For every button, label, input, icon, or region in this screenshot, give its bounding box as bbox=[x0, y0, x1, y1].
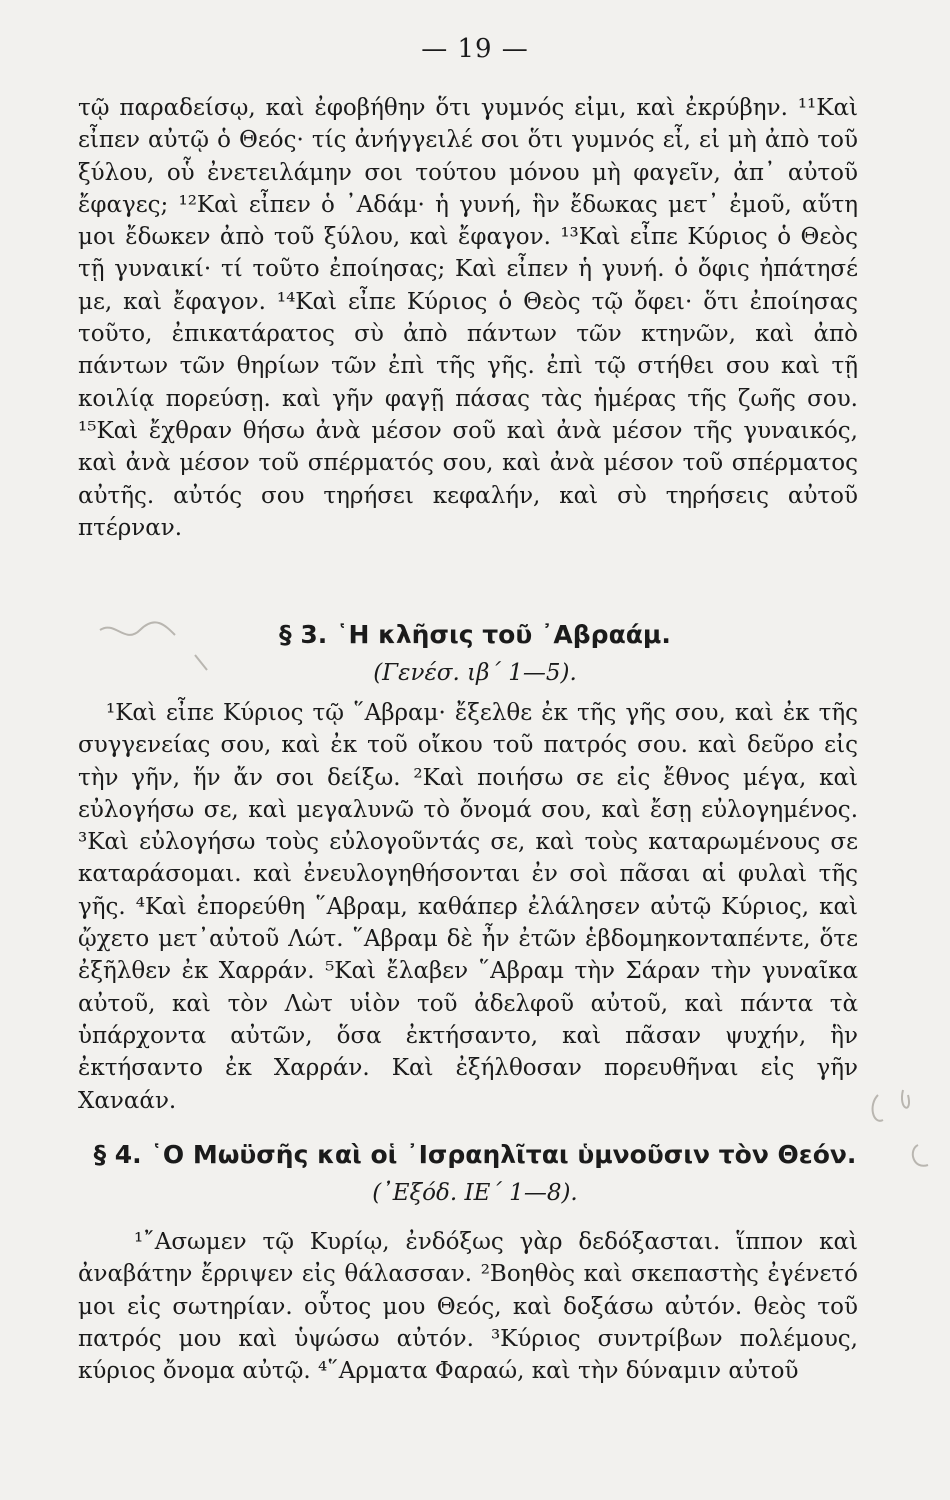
section-3-reference: (Γενέσ. ιβ΄ 1—5). bbox=[373, 660, 577, 686]
passage-genesis-3 bbox=[78, 92, 858, 544]
section-4-reference: (᾿Εξόδ. ΙΕ΄ 1—8). bbox=[372, 1180, 578, 1206]
section-4-heading: § 4. ῾Ο Μωϋσῆς καὶ οἱ ᾿Ισραηλῖται ὑμνοῦσιν τὸν Θεόν. bbox=[93, 1140, 857, 1169]
section-3-text: ¹Καὶ εἶπε Κύριος τῷ ῞Αβραμ· ἔξελθε ἐκ τῆς γῆς σου, καὶ ἐκ τῆς συγγενείας σου, καὶ ἐκ τοῦ οἴκου τοῦ πατρός σου. καὶ δεῦρο εἰς τὴν γῆν, ἥν ἄν σοι δείξω. ²Καὶ ποιήσω σε εἰς ἔθνος μέγα, καὶ εὐλογήσω σε, καὶ μεγαλυνῶ τὸ ὄνομά σου, καὶ ἔσῃ εὐλογημένος. ³Καὶ εὐλογήσω τοὺς εὐλογοῦντάς σε, καὶ τοὺς καταρωμένους σε καταράσομαι. καὶ ἐνευλογηθήσονται ἐν σοὶ πᾶσαι αἱ φυλαὶ τῆς γῆς. ⁴Καὶ ἐπορεύθη ῞Αβραμ, καθάπερ ἐλάλησεν αὐτῷ Κύριος, καὶ ᾤχετο μετ᾿αὐτοῦ Λώτ. ῞Αβραμ δὲ ἦν ἐτῶν ἑβδομηκονταπέντε, ὅτε ἐξῆλθεν ἐκ Χαρράν. ⁵Καὶ ἔλαβεν ῞Αβραμ τὴν Σάραν τὴν γυναῖκα αὐτοῦ, καὶ τὸν Λὼτ υἱὸν τοῦ ἀδελφοῦ αὐτοῦ, καὶ πάντα τὰ ὑπάρχοντα αὐτῶν, ὅσα ἐκτήσαντο, καὶ πᾶσαν ψυχήν, ἣν ἐκτήσαντο ἐκ Χαρράν. Καὶ ἐξήλθοσαν πορευθῆναι εἰς γῆν Χαναάν. bbox=[78, 700, 858, 1114]
section-3-passage bbox=[78, 697, 858, 1117]
section-4-passage bbox=[78, 1226, 858, 1387]
passage-genesis-3-text: τῷ παραδείσῳ, καὶ ἐφοβήθην ὅτι γυμνός εἰμι, καὶ ἐκρύβην. ¹¹Καὶ εἶπεν αὐτῷ ὁ Θεός· τίς ἀνήγγειλέ σοι ὅτι γυμνός εἶ, εἰ μὴ ἀπὸ τοῦ ξύλου, οὗ ἐνετειλάμην σοι τούτου μόνου μὴ φαγεῖν, ἀπ᾿ αὐτοῦ ἔφαγες; ¹²Καὶ εἶπεν ὁ ᾿Αδάμ· ἡ γυνή, ἣν ἔδωκας μετ᾿ ἐμοῦ, αὕτη μοι ἔδωκεν ἀπὸ τοῦ ξύλου, καὶ ἔφαγον. ¹³Καὶ εἶπε Κύριος ὁ Θεὸς τῇ γυναικί· τί τοῦτο ἐποίησας; Καὶ εἶπεν ἡ γυνή. ὁ ὄφις ἠπάτησέ με, καὶ ἔφαγον. ¹⁴Καὶ εἶπε Κύριος ὁ Θεὸς τῷ ὄφει· ὅτι ἐποίησας τοῦτο, ἐπικατάρατος σὺ ἀπὸ πάντων τῶν κτηνῶν, καὶ ἀπὸ πάντων τῶν θηρίων τῶν ἐπὶ τῆς γῆς. ἐπὶ τῷ στήθει σου καὶ τῇ κοιλίᾳ πορεύσῃ. καὶ γῆν φαγῇ πάσας τὰς ἡμέρας τῆς ζωῆς σου. ¹⁵Καὶ ἔχθραν θήσω ἀνὰ μέσον σοῦ καὶ ἀνὰ μέσον τῆς γυναικός, καὶ ἀνὰ μέσον τοῦ σπέρματός σου, καὶ ἀνὰ μέσον τοῦ σπέρματος αὐτῆς. αὐτός σου τηρήσει κεφαλήν, καὶ σὺ τηρήσεις αὐτοῦ πτέρναν. bbox=[78, 95, 858, 541]
page-number: — 19 — bbox=[421, 34, 529, 64]
section-3-heading: § 3. ῾Η κλῆσις τοῦ ᾿Αβραάμ. bbox=[279, 620, 671, 649]
section-4-text: ¹῎Ασωμεν τῷ Κυρίῳ, ἐνδόξως γὰρ δεδόξασται. ἵππον καὶ ἀναβάτην ἔρριψεν εἰς θάλασσαν. ²Βοηθὸς καὶ σκεπαστὴς ἐγένετό μοι εἰς σωτηρίαν. οὗτος μου Θεός, καὶ δοξάσω αὐτόν. θεὸς τοῦ πατρός μου καὶ ὑψώσω αὐτόν. ³Κύριος συντρίβων πολέμους, κύριος ὄνομα αὐτῷ. ⁴῞Αρματα Φαραώ, καὶ τὴν δύναμιν αὐτοῦ bbox=[78, 1229, 858, 1385]
